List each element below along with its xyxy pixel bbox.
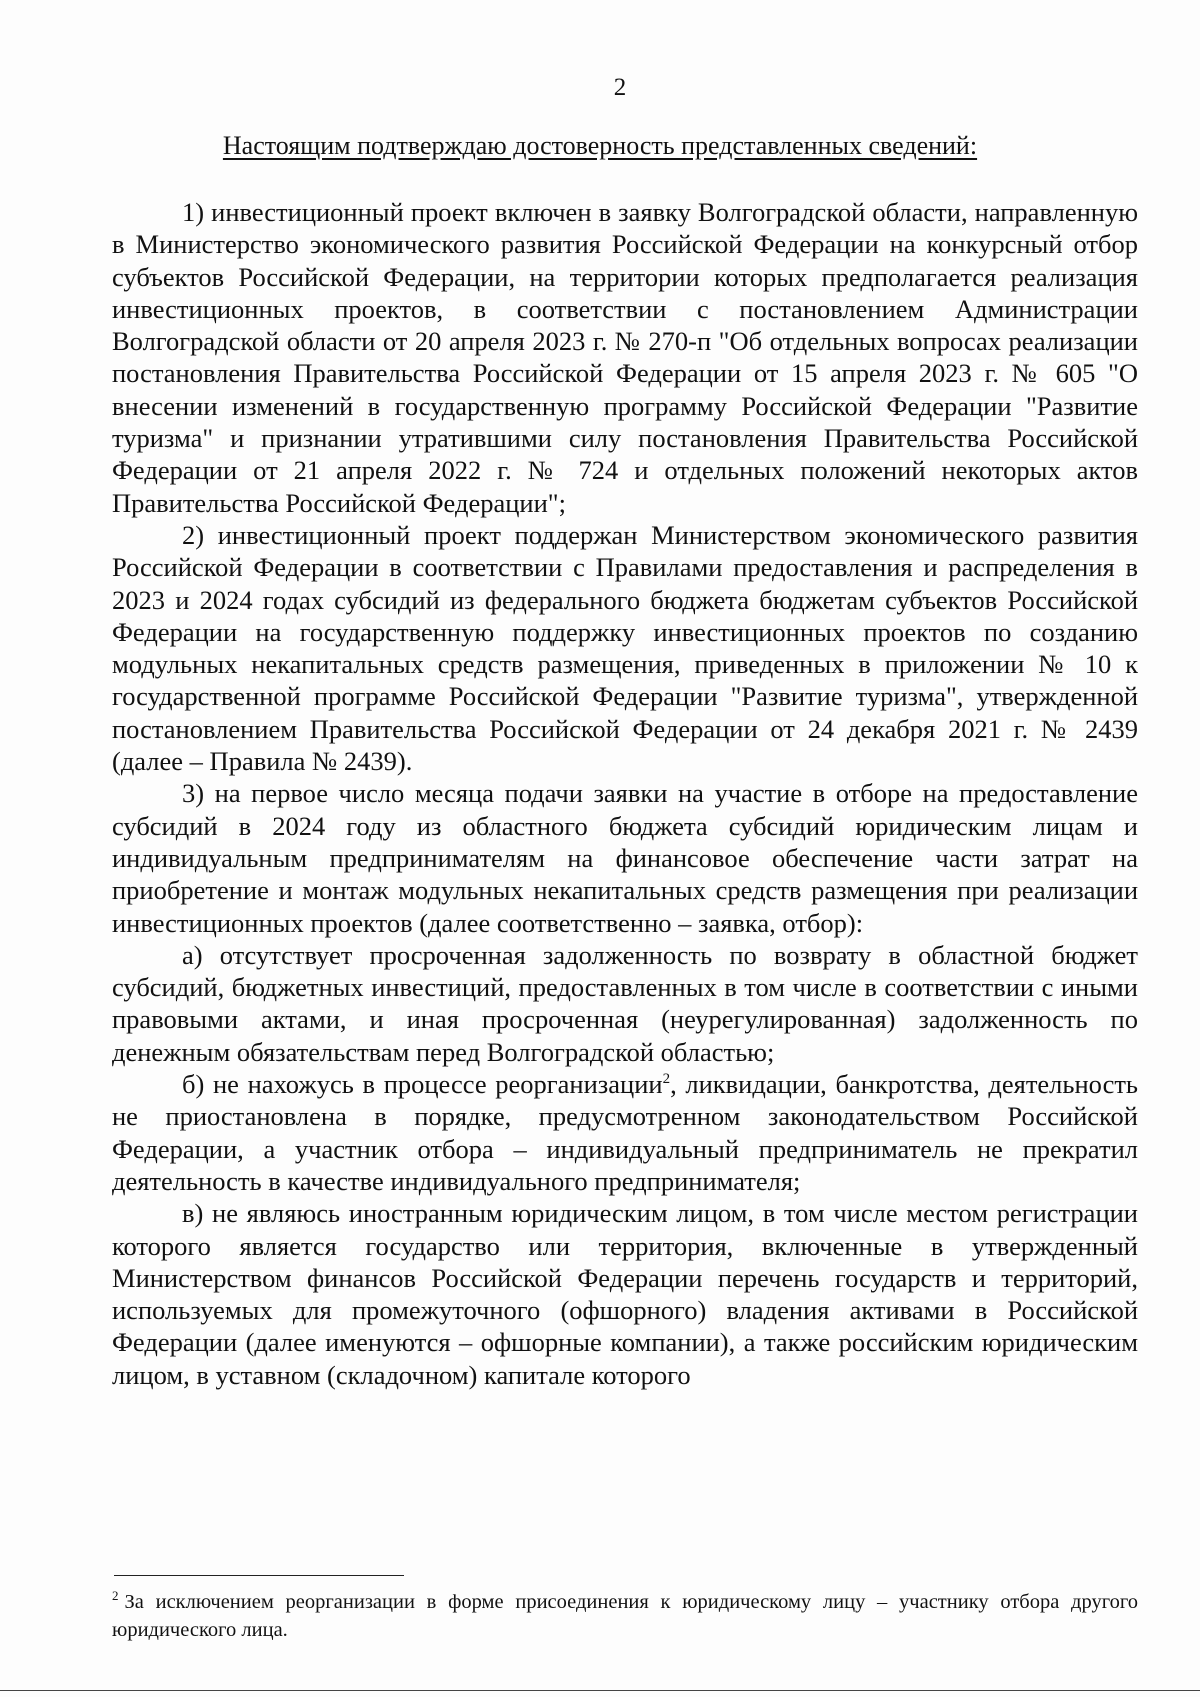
paragraph-1: 1) инвестиционный проект включен в заявку Волгоградской области, направленную в Министерство экономического развития Российской Федерации на конкурсный отбор субъектов Российской Федерации, на территории которых предполагается реализация инвестиционных проектов, в соответствии с постановлением Администрации Волгоградской области от 20 апреля 2023 г. № 270-п "Об отдельных вопросах реализации постановления Правительства Российской Федерации от 15 апреля 2023 г. № 605 "О внесении изменений в государственную программу Российской Федерации "Развитие туризма" и признании утратившими силу постановления Правительства Российской Федерации от 21 апреля 2022 г. № 724 и отдельных положений некоторых актов Правительства Российской Федерации"; <box>112 197 1138 518</box>
document-heading <box>0 131 1200 161</box>
paragraph-2: 2) инвестиционный проект поддержан Министерством экономического развития Российской Федерации в соответствии с Правилами предоставления и распределения в 2023 и 2024 годах субсидий из федерального бюджета бюджетам субъектов Российской Федерации на государственную поддержку инвестиционных проектов по созданию модульных некапитальных средств размещения, приведенных в приложении № 10 к государственной программе Российской Федерации "Развитие туризма", утвержденной постановлением Правительства Российской Федерации от 24 декабря 2021 г. № 2439 (далее – Правила № 2439). <box>112 519 1138 777</box>
paragraph-3: 3) на первое число месяца подачи заявки на участие в отборе на предоставление субсидий в 2024 году из областного бюджета субсидий юридическим лицам и индивидуальным предпринимателям на финансовое обеспечение части затрат на приобретение и монтаж модульных некапитальных средств размещения при реализации инвестиционных проектов (далее соответственно – заявка, отбор): <box>112 778 1138 938</box>
paragraph-b-start: б) не нахожусь в процессе реорганизации <box>182 1069 663 1100</box>
footnote-divider <box>114 1575 404 1576</box>
footnote-text: За исключением реорганизации в форме присоединения к юридическому лицу – участнику отбора другого юридического лица. <box>112 1591 1138 1641</box>
paragraph-b <box>112 1068 1138 1197</box>
footnote-number: 2 <box>112 1588 119 1604</box>
document-body <box>112 196 1138 1391</box>
scan-edge-line <box>0 1690 1200 1691</box>
paragraph-b-end: , ликвидации, банкротства, деятельность не приостановлена в порядке, предусмотренном законодательством Российской Федерации, а участник отбора – индивидуальный предприниматель не прекратил деятельность в качестве индивидуального предпринимателя; <box>112 1069 1138 1196</box>
footnote-reference: 2 <box>662 1071 671 1088</box>
heading-text: Настоящим подтверждаю достоверность представленных сведений: <box>222 131 978 160</box>
page-number: 2 <box>613 74 627 101</box>
paragraph-v: в) не являюсь иностранным юридическим лицом, в том числе местом регистрации которого является государство или территория, включенные в утвержденный Министерством финансов Российской Федерации перечень государств и территорий, используемых для промежуточного (офшорного) владения активами в Российской Федерации (далее именуются – офшорные компании), а также российским юридическим лицом, в уставном (складочном) капитале которого <box>112 1198 1138 1390</box>
footnote <box>112 1588 1138 1644</box>
paragraph-a: а) отсутствует просроченная задолженность по возврату в областной бюджет субсидий, бюджетных инвестиций, предоставленных в том числе в соответствии с иными правовыми актами, и иная просроченная (неурегулированная) задолженность по денежным обязательствам перед Волгоградской областью; <box>112 939 1138 1067</box>
